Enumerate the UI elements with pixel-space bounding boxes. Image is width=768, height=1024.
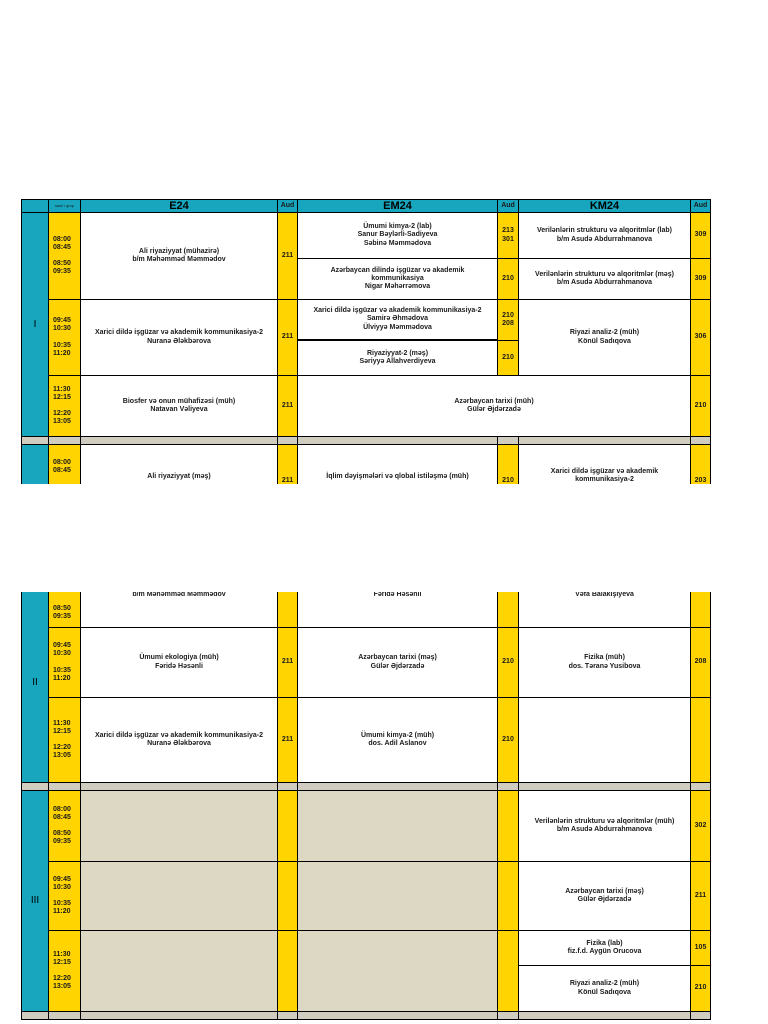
aud-cell: 105 — [690, 930, 711, 966]
time-cell: 09:45 10:30 10:35 11:20 — [48, 299, 81, 376]
aud-cell: 203 — [690, 444, 711, 484]
class-cell: Riyazi analiz-2 (müh) Könül Sadıqova — [518, 965, 691, 1012]
separator-row — [690, 1011, 711, 1020]
class-cell: Ümumi kimya-2 (müh) dos. Adil Aslanov — [297, 697, 498, 783]
separator-row — [497, 1011, 519, 1020]
class-cell: Xarici dildə işgüzar və akademik kommunikasiya-2 Samirə Əhmədova Ülviyyə Məmmədova — [297, 299, 498, 341]
time-cell: 08:00 08:45 08:50 09:35 — [48, 212, 81, 300]
separator-row — [277, 1011, 298, 1020]
separator-row — [518, 1011, 691, 1020]
header-group-e24: E24 — [80, 199, 278, 213]
aud-cell — [277, 592, 298, 628]
class-cell: b/m Məhəmməd Məmmədov — [80, 592, 278, 628]
aud-cell: 211 — [277, 299, 298, 376]
class-cell: Biosfer və onun mühafizəsi (müh) Natavan Vəliyeva — [80, 375, 278, 437]
day-label-partial — [21, 444, 49, 484]
class-cell: Ali riyaziyyat (məş) — [80, 444, 278, 484]
class-cell: Xarici dildə işgüzar və akademik kommunikasiya-2 Nuranə Ələkbərova — [80, 299, 278, 376]
aud-cell — [497, 790, 519, 862]
aud-cell — [497, 930, 519, 1012]
aud-cell: 210 — [497, 627, 519, 698]
time-cell: 08:00 08:45 08:50 09:35 — [48, 790, 81, 862]
class-cell: Azərbaycan dilində işgüzar və akademik kommunikasiya Nigar Məhərrəmova — [297, 258, 498, 300]
aud-cell: 211 — [277, 697, 298, 783]
class-cell: Verilənlərin strukturu və alqoritmlər (məş) b/m Asudə Abdurrahmanova — [518, 258, 691, 300]
aud-cell: 208 — [690, 627, 711, 698]
aud-cell: 306 — [690, 299, 711, 376]
aud-cell: 210 — [497, 258, 519, 300]
class-cell: Ümumi kimya-2 (lab) Sanur Bəylərli-Sadiyeva Səbinə Məmmədova — [297, 212, 498, 259]
time-cell: 11:30 12:15 12:20 13:05 — [48, 930, 81, 1012]
separator-row — [80, 1011, 278, 1020]
class-cell: Xarici dildə işgüzar və akademik kommunikasiya-2 Nuranə Ələkbərova — [80, 697, 278, 783]
header-group-em24: EM24 — [297, 199, 498, 213]
class-cell: Fəridə Həsənli — [297, 592, 498, 628]
class-cell: Xarici dildə işgüzar və akademik kommunikasiya-2 — [518, 444, 691, 484]
aud-cell: 211 — [277, 444, 298, 484]
aud-cell: 211 — [277, 627, 298, 698]
empty-cell — [297, 861, 498, 931]
header-aud-1: Aud — [277, 199, 298, 213]
aud-cell — [277, 790, 298, 862]
time-cell: 08:00 08:45 — [48, 444, 81, 484]
aud-cell: 210 — [690, 375, 711, 437]
header-corner: saat \ qrup — [48, 199, 81, 213]
class-cell-merged: Azərbaycan tarixi (müh) Gülər Əjdərzadə — [297, 375, 691, 437]
time-cell: 11:30 12:15 12:20 13:05 — [48, 375, 81, 437]
class-cell: Ali riyaziyyat (mühazirə) b/m Məhəmməd Məmmədov — [80, 212, 278, 300]
aud-cell: 211 — [277, 375, 298, 437]
empty-cell — [80, 790, 278, 862]
aud-cell: 309 — [690, 212, 711, 259]
time-cell: 08:50 09:35 — [48, 592, 81, 628]
day-label-2: II — [21, 592, 49, 783]
separator-row — [48, 1011, 81, 1020]
aud-cell: 309 — [690, 258, 711, 300]
class-cell: Fizika (lab) fiz.f.d. Aygün Orucova — [518, 930, 691, 966]
class-cell: Riyaziyyat-2 (məş) Səriyyə Allahverdiyeva — [297, 340, 498, 376]
day-label-3: III — [21, 790, 49, 1012]
separator-row — [21, 1011, 49, 1020]
class-cell — [518, 697, 691, 783]
aud-cell: 210 — [497, 340, 519, 376]
empty-cell — [297, 790, 498, 862]
aud-cell: 210 — [497, 697, 519, 783]
empty-cell — [297, 930, 498, 1012]
aud-cell — [690, 592, 711, 628]
class-cell: Azərbaycan tarixi (məş) Gülər Əjdərzadə — [297, 627, 498, 698]
aud-cell — [277, 861, 298, 931]
header-aud-3: Aud — [690, 199, 711, 213]
time-cell: 11:30 12:15 12:20 13:05 — [48, 697, 81, 783]
header-aud-2: Aud — [497, 199, 519, 213]
class-cell: Fizika (müh) dos. Təranə Yusibova — [518, 627, 691, 698]
class-cell: Azərbaycan tarixi (məş) Gülər Əjdərzadə — [518, 861, 691, 931]
aud-cell: 211 — [277, 212, 298, 300]
time-cell: 09:45 10:30 10:35 11:20 — [48, 861, 81, 931]
aud-cell — [690, 697, 711, 783]
class-cell: Verilənlərin strukturu və alqoritmlər (lab) b/m Asudə Abdurrahmanova — [518, 212, 691, 259]
aud-cell: 211 — [690, 861, 711, 931]
aud-cell: 210 208 — [497, 299, 519, 341]
day-label-1: I — [21, 212, 49, 437]
page-top-clip — [0, 0, 768, 484]
time-cell: 09:45 10:30 10:35 11:20 — [48, 627, 81, 698]
class-cell: Verilənlərin strukturu və alqoritmlər (müh) b/m Asudə Abdurrahmanova — [518, 790, 691, 862]
class-cell: Ümumi ekologiya (müh) Fəridə Həsənli — [80, 627, 278, 698]
aud-cell — [497, 861, 519, 931]
aud-cell — [497, 592, 519, 628]
empty-cell — [80, 861, 278, 931]
empty-cell — [80, 930, 278, 1012]
aud-cell — [277, 930, 298, 1012]
aud-cell: 210 — [497, 444, 519, 484]
page-bottom-clip — [0, 592, 768, 1024]
separator-row — [297, 1011, 498, 1020]
aud-cell: 302 — [690, 790, 711, 862]
class-cell: İqlim dəyişmələri və qlobal istiləşmə (müh) — [297, 444, 498, 484]
aud-cell: 210 — [690, 965, 711, 1012]
class-cell: Vəfa Balakişiyeva — [518, 592, 691, 628]
aud-cell: 213 301 — [497, 212, 519, 259]
header-group-km24: KM24 — [518, 199, 691, 213]
class-cell: Riyazi analiz-2 (müh) Könül Sadıqova — [518, 299, 691, 376]
